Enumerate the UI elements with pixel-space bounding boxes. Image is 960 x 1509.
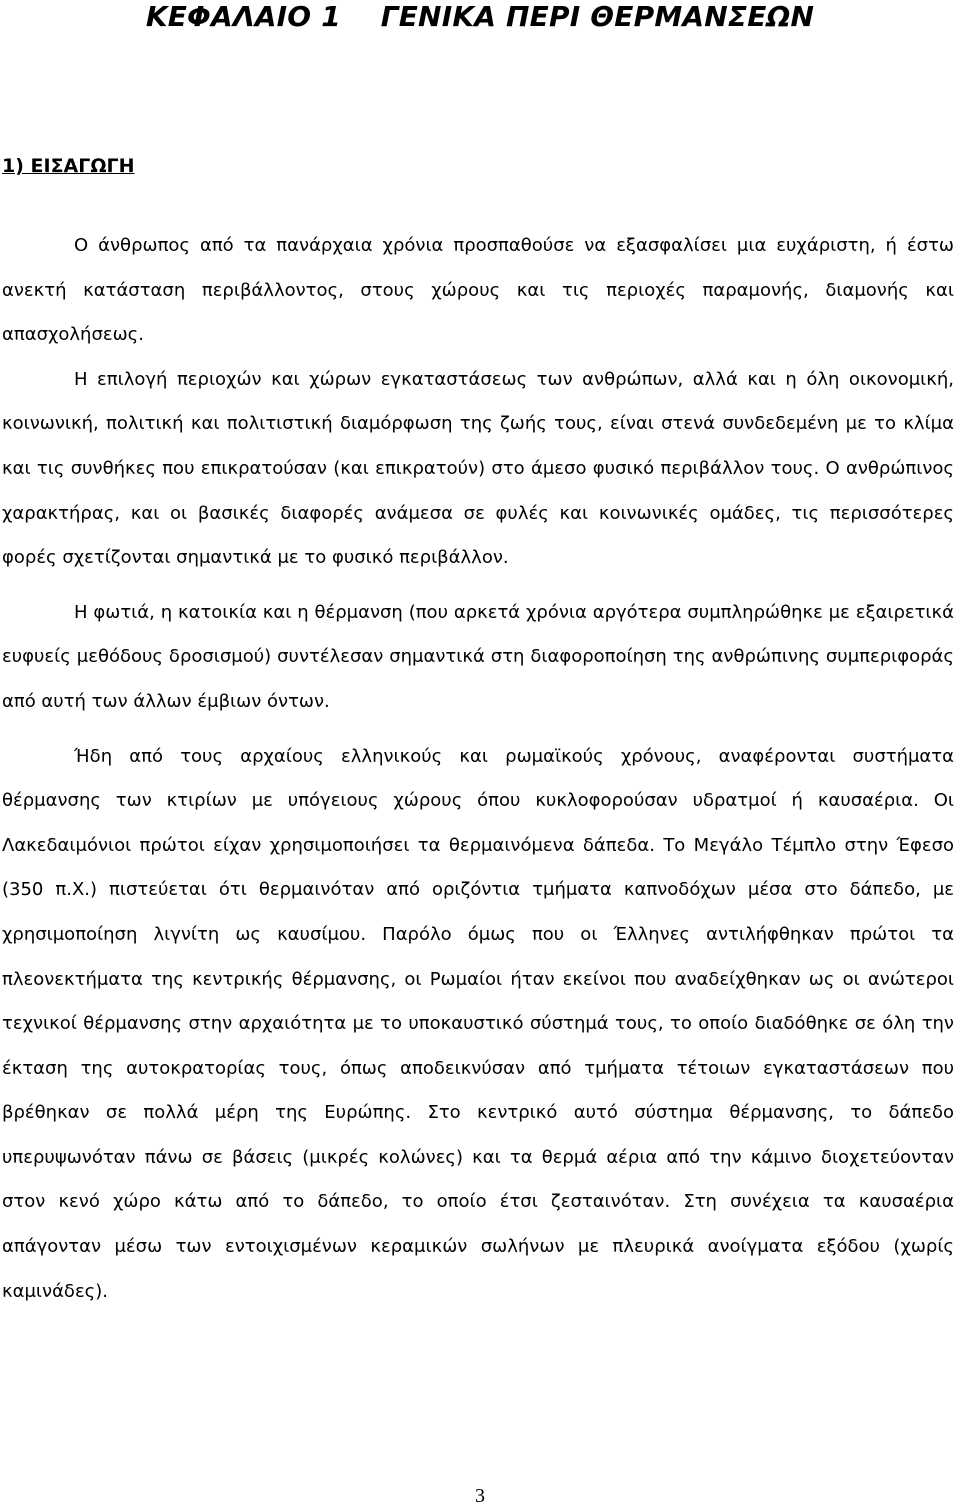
body-text [2,224,954,1314]
paragraph-intro: Ο άνθρωπος από τα πανάρχαια χρόνια προσπαθούσε να εξασφαλίσει μια ευχάριστη, ή έστω ανεκτή κατάσταση περιβάλλοντος, στους χώρους και τις περιοχές παραμονής, διαμονής και απασχολήσεως. [2,235,954,346]
paragraph-fire: Η φωτιά, η κατοικία και η θέρμανση (που αρκετά χρόνια αργότερα συμπληρώθηκε με εξαιρετικά ευφυείς μεθόδους δροσισμού) συντέλεσαν σημαντικά στη διαφοροποίηση της ανθρώπινης συμπεριφοράς από αυτή των άλλων έμβιων όντων. [2,601,954,712]
section-heading: 1) ΕΙΣΑΓΩΓΗ [2,155,135,177]
paragraph-history: Ήδη από τους αρχαίους ελληνικούς και ρωμαϊκούς χρόνους, αναφέρονται συστήματα θέρμανσης των κτιρίων με υπόγειους χώρους όπου κυκλοφορούσαν υδρατμοί ή καυσαέρια. Οι Λακεδαιμόνιοι πρώτοι είχαν χρησιμοποιήσει τα θερμαινόμενα δάπεδα. Το Μεγάλο Τέμπλο στην Έφεσο (350 π.Χ.) πιστεύεται ότι θερμαινόταν από οριζόντια τμήματα καπνοδόχων μέσα στο δάπεδο, με χρησιμοποίηση λιγνίτη ως καυσίμου. Παρόλο όμως που οι Έλληνες αντιλήφθηκαν πρώτοι τα πλεονεκτήματα της κεντρικής θέρμανσης, οι Ρωμαίοι ήταν εκείνοι που αναδείχθηκαν ως οι ανώτεροι τεχνικοί θέρμανσης στην αρχαιότητα με το υποκαυστικό σύστημά τους, το οποίο διαδόθηκε σε όλη την έκταση της αυτοκρατορίας τους, όπως αποδεικνύσαν από τμήματα τέτοιων εγκαταστάσεων που βρέθηκαν σε πολλά μέρη της Ευρώπης. Στο κεντρικό αυτό σύστημα θέρμανσης, το δάπεδο υπερυψωνόταν πάνω σε βάσεις (μικρές κολώνες) και τα θερμά αέρια από την κάμινο διοχετεύονταν στον κενό χώρο κάτω από το δάπεδο, το οποίο έτσι ζεσταινόταν. Στη συνέχεια τα καυσαέρια απάγονταν μέσω των εντοιχισμένων κεραμικών σωλήνων με πλευρικά ανοίγματα εξόδου (χωρίς καμινάδες). [2,745,954,1302]
paragraph-climate: Η επιλογή περιοχών και χώρων εγκαταστάσεως των ανθρώπων, αλλά και η όλη οικονομική, κοινωνική, πολιτική και πολιτιστική διαμόρφωση της ζωής τους, είναι στενά συνδεδεμένη με το κλίμα και τις συνθήκες που επικρατούσαν (και επικρατούν) στο άμεσο φυσικό περιβάλλον τους. Ο ανθρώπινος χαρακτήρας, και οι βασικές διαφορές ανάμεσα σε φυλές και κοινωνικές ομάδες, τις περισσότερες φορές σχετίζονται σημαντικά με το φυσικό περιβάλλον. [2,368,954,569]
chapter-title: ΚΕΦΑΛΑΙΟ 1 ΓΕΝΙΚΑ ΠΕΡΙ ΘΕΡΜΑΝΣΕΩΝ [145,0,815,33]
page-number: 3 [475,1485,485,1507]
